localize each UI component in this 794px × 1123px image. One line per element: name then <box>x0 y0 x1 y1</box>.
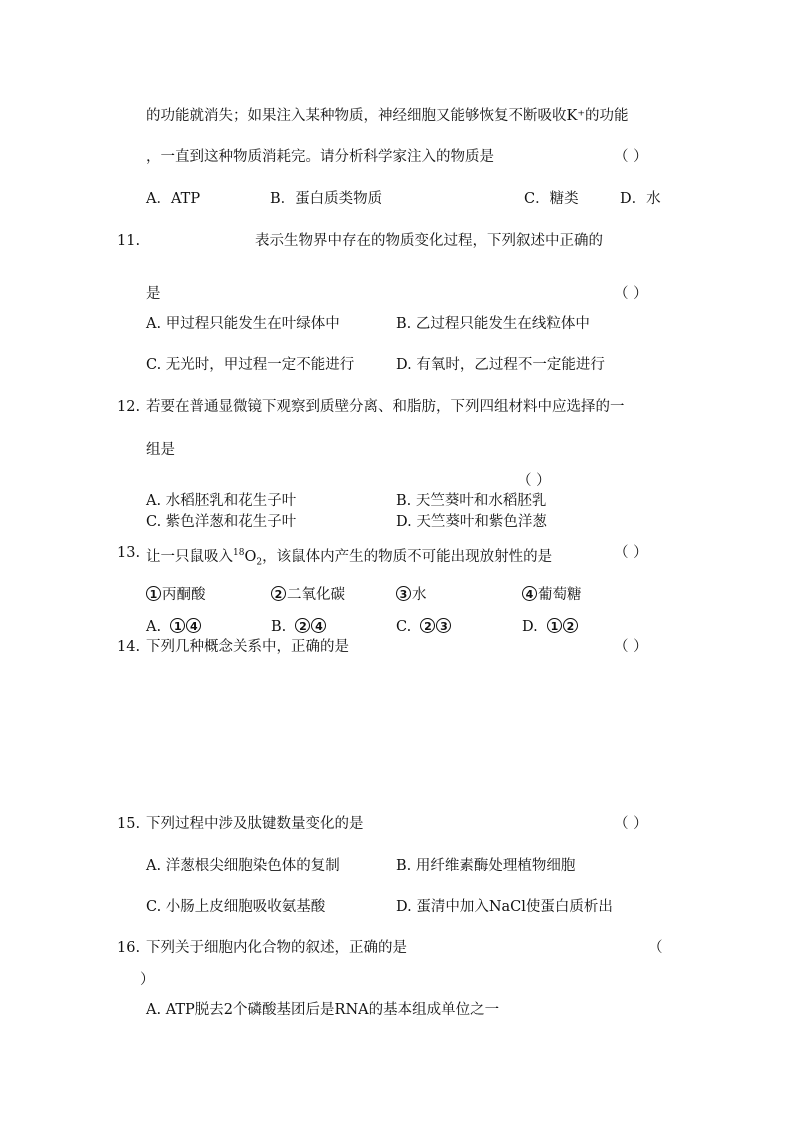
q10-line1: 的功能就消失；如果注入某种物质，神经细胞又能够恢复不断吸收K⁺的功能 <box>146 108 629 124</box>
q13-answer-paren: （ ） <box>614 545 648 561</box>
q13-option-c: C. 2 3 <box>396 617 452 637</box>
q10-option-c: C．糖类 <box>524 191 579 207</box>
q15-stem: 下列过程中涉及肽键数量变化的是 <box>146 816 364 832</box>
q13-item-2: 2 二氧化碳 <box>271 585 345 605</box>
q16-answer-paren-close: ） <box>140 972 155 988</box>
q10-line2: ，一直到这种物质消耗完。请分析科学家注入的物质是 <box>146 149 494 165</box>
q13-option-a: A. 1 4 <box>146 617 202 637</box>
q13-option-d: D. 1 2 <box>522 617 579 637</box>
q15-number: 15. <box>117 816 141 832</box>
q12-option-c: C. 紫色洋葱和花生子叶 <box>146 514 297 530</box>
circled-number-3: 3 <box>396 586 411 601</box>
q12-number: 12. <box>117 399 141 415</box>
q12-option-b: B. 天竺葵叶和水稻胚乳 <box>396 493 547 509</box>
q14-stem: 下列几种概念关系中，正确的是 <box>146 639 349 655</box>
q15-option-d: D. 蛋清中加入NaCl使蛋白质析出 <box>396 899 613 915</box>
q10-option-b: B．蛋白质类物质 <box>270 191 383 207</box>
q12-answer-paren: （ ） <box>517 473 551 489</box>
q16-option-a: A. ATP脱去2个磷酸基团后是RNA的基本组成单位之一 <box>146 1002 500 1018</box>
q15-option-b: B. 用纤维素酶处理植物细胞 <box>396 858 576 874</box>
q12-stem: 若要在普通显微镜下观察到质壁分离、和脂肪，下列四组材料中应选择的一 <box>146 399 625 415</box>
q11-option-d: D. 有氧时，乙过程不一定能进行 <box>396 357 605 373</box>
q11-option-c: C. 无光时，甲过程一定不能进行 <box>146 357 355 373</box>
q10-option-a: A．ATP <box>146 191 201 207</box>
q14-answer-paren: （ ） <box>614 639 648 655</box>
circled-number-2: 2 <box>271 586 286 601</box>
q16-stem: 下列关于细胞内化合物的叙述，正确的是 <box>146 940 407 956</box>
q11-option-a: A. 甲过程只能发生在叶绿体中 <box>146 316 340 332</box>
q10-answer-paren: （ ） <box>614 149 648 165</box>
q13-item-3: 3 水 <box>396 585 427 605</box>
circled-number-4: 4 <box>522 586 537 601</box>
q16-answer-paren-open: （ <box>648 940 663 956</box>
q13-option-b: B. 2 4 <box>271 617 327 637</box>
q14-number: 14. <box>117 639 141 655</box>
q15-option-c: C. 小肠上皮细胞吸收氨基酸 <box>146 899 326 915</box>
q12-stem-cont: 组是 <box>146 442 175 458</box>
q11-stem: 表示生物界中存在的物质变化过程，下列叙述中正确的 <box>255 233 603 249</box>
q12-option-d: D. 天竺葵叶和紫色洋葱 <box>396 514 547 530</box>
q12-option-a: A. 水稻胚乳和花生子叶 <box>146 493 297 509</box>
q13-number: 13. <box>117 545 141 561</box>
q11-number: 11. <box>117 233 141 249</box>
q11-answer-paren: （ ） <box>614 286 648 302</box>
q13-item-1: 1 丙酮酸 <box>146 585 206 605</box>
q13-item-4: 4 葡萄糖 <box>522 585 582 605</box>
q16-number: 16. <box>117 940 141 956</box>
q11-option-b: B. 乙过程只能发生在线粒体中 <box>396 316 590 332</box>
circled-number-1: 1 <box>146 586 161 601</box>
q13-stem: 让一只鼠吸入$^{18}O_2$，该鼠体内产生的物质不可能出现放射性的是 <box>146 548 553 568</box>
q10-option-d: D．水 <box>620 191 661 207</box>
q15-answer-paren: （ ） <box>614 816 648 832</box>
q11-stem-cont: 是 <box>146 286 161 302</box>
q15-option-a: A. 洋葱根尖细胞染色体的复制 <box>146 858 340 874</box>
